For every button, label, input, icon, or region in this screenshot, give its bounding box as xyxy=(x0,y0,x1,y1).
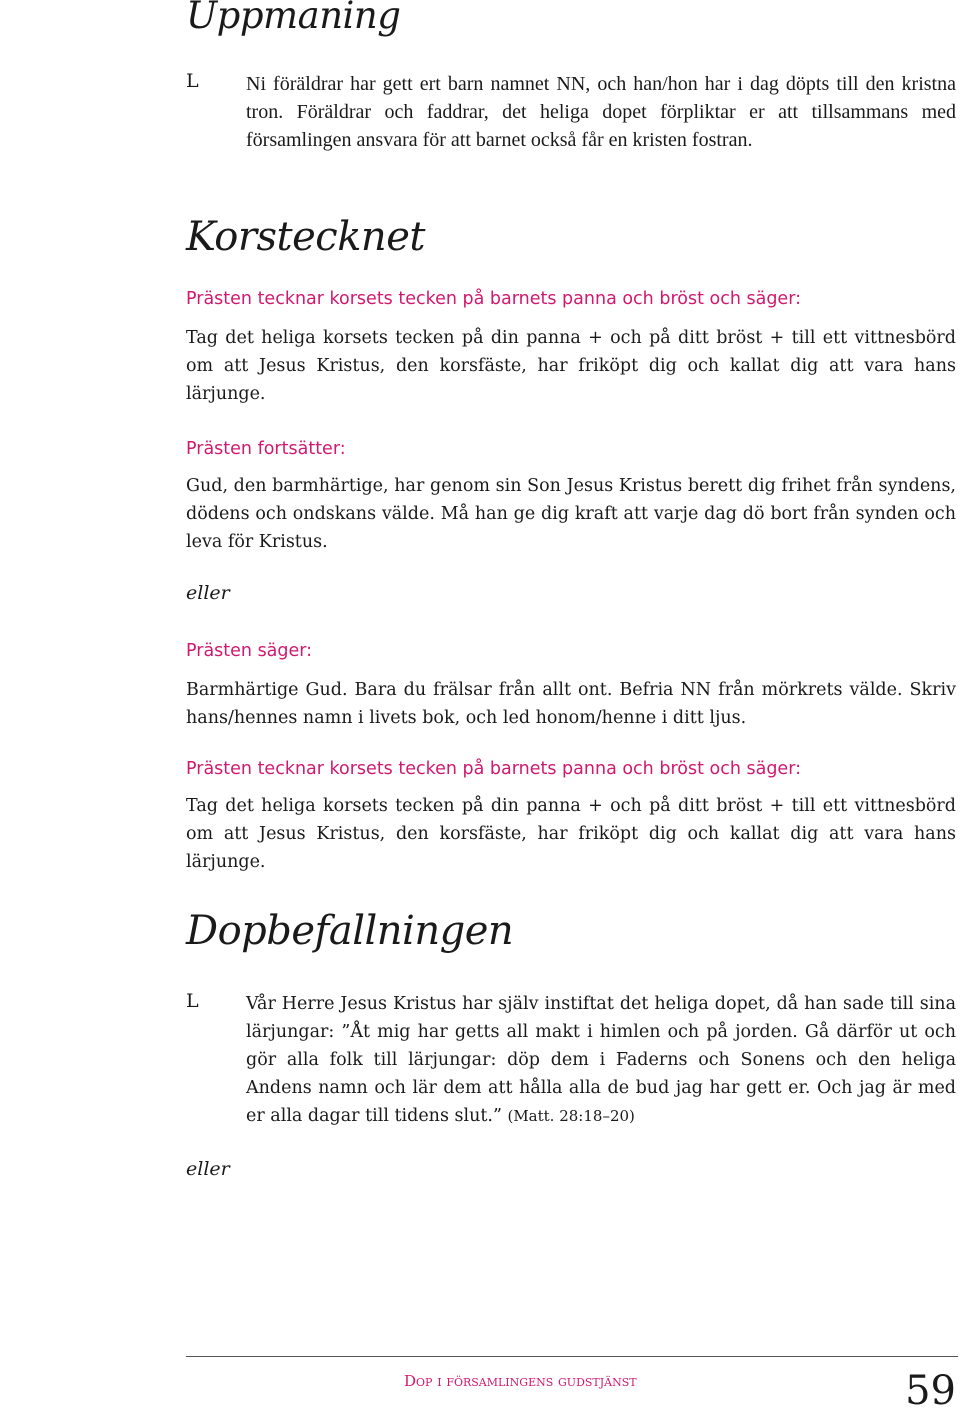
footer-title: Dop i församlingens gudstjänst xyxy=(404,1372,637,1390)
alternative-label: eller xyxy=(186,582,230,604)
leader-marker-2: L xyxy=(186,990,199,1012)
heading-korstecknet: Korstecknet xyxy=(186,214,425,260)
page-number: 59 xyxy=(905,1368,956,1414)
cross-sign-text-repeat: Tag det heliga korsets tecken på din panna + och på ditt bröst + till ett vittnesbörd om att Jesus Kristus, den korsfäste, har friköpt dig och kallat dig att vara hans lärjunge. xyxy=(186,796,956,872)
footer-divider xyxy=(186,1356,958,1357)
heading-uppmaning: Uppmaning xyxy=(186,0,401,37)
rubric-says: Prästen säger: xyxy=(186,641,313,661)
blessing-text: Gud, den barmhärtige, har genom sin Son Jesus Kristus berett dig frihet från syndens, dödens och ondskans välde. Må han ge dig kraft att varje dag dö bort från synden och leva för Kristus. xyxy=(186,476,956,552)
uppmaning-text: Ni föräldrar har gett ert barn namnet NN, och han/hon har i dag döpts till den kristna tron. Föräldrar och faddrar, det heliga dopet förpliktar er att tillsammans med församlingen ansvara för att barnet också får en kristen fostran. xyxy=(246,73,956,151)
baptism-command-text xyxy=(246,990,956,1130)
rubric-cross-sign: Prästen tecknar korsets tecken på barnets panna och bröst och säger: xyxy=(186,289,801,309)
baptism-command-body: Vår Herre Jesus Kristus har själv instiftat det heliga dopet, då han sade till sina lärjungar: ”Åt mig har getts all makt i himlen och på jorden. Gå därför ut och gör alla folk till lärjungar: döp dem i Faderns och Sonens och den heliga Andens namn och lär dem att hålla alla de bud jag har gett er. Och jag är med er alla dagar till tidens slut.” xyxy=(246,994,956,1126)
leader-marker: L xyxy=(186,70,199,92)
rubric-cross-sign-repeat: Prästen tecknar korsets tecken på barnets panna och bröst och säger: xyxy=(186,759,801,779)
prayer-text: Barmhärtige Gud. Bara du frälsar från allt ont. Befria NN från mörkrets välde. Skriv hans/hennes namn i livets bok, och led honom/henne i ditt ljus. xyxy=(186,680,956,728)
heading-dopbefallningen: Dopbefallningen xyxy=(186,908,514,954)
scripture-reference: (Matt. 28:18–20) xyxy=(507,1107,635,1125)
cross-sign-text: Tag det heliga korsets tecken på din panna + och på ditt bröst + till ett vittnesbörd om att Jesus Kristus, den korsfäste, har friköpt dig och kallat dig att vara hans lärjunge. xyxy=(186,328,956,404)
alternative-label-2: eller xyxy=(186,1158,230,1180)
rubric-continues: Prästen fortsätter: xyxy=(186,439,346,459)
